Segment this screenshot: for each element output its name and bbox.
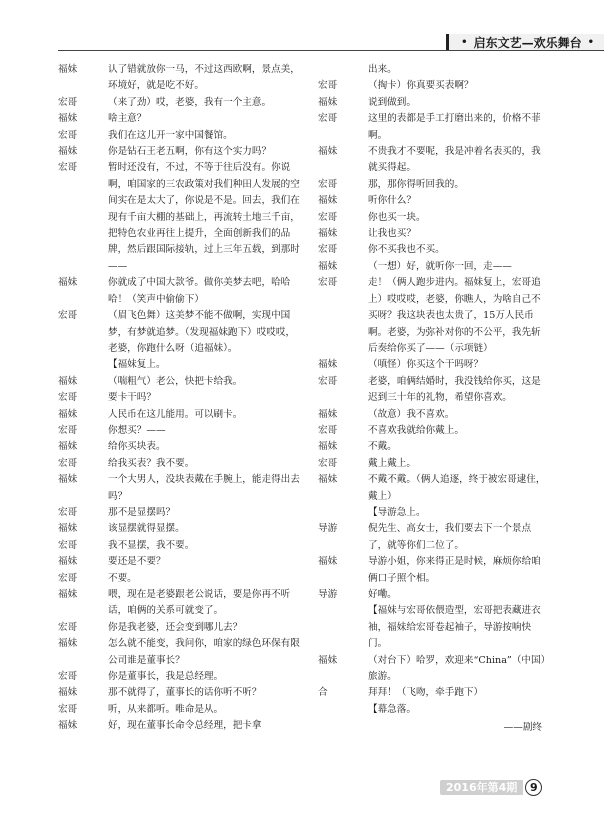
dialogue-text: 你是董事长，我是总经理。 bbox=[108, 671, 224, 683]
dialogue-line bbox=[58, 718, 300, 734]
speaker-name: 福妹 bbox=[318, 228, 338, 240]
dialogue-line bbox=[318, 275, 546, 357]
dialogue-line bbox=[318, 177, 546, 193]
dialogue-line bbox=[58, 439, 300, 455]
speaker-name: 宏哥 bbox=[58, 96, 78, 108]
dialogue-text: 一个大男人，没块表戴在手腕上，能走得出去吗？ bbox=[108, 474, 300, 502]
dialogue-line bbox=[318, 521, 546, 554]
dialogue-line bbox=[318, 554, 546, 587]
dialogue-line bbox=[58, 472, 300, 505]
dialogue-line bbox=[58, 685, 300, 701]
dialogue-line bbox=[318, 407, 546, 423]
dialogue-text: 走！（俩人跑步进内。福妹复上，宏哥追上）哎哎哎，老婆，你瞧人，为啥自己不买呀？我这块表也太贵了，15万人民币啊。老婆，为弥补对你的不公平，我先斩后奏给你买了——（示项链） bbox=[368, 277, 541, 354]
speaker-name: 宏哥 bbox=[58, 572, 78, 584]
speaker-name: 福妹 bbox=[58, 720, 78, 732]
dialogue-line bbox=[318, 111, 546, 144]
speaker-name: 福妹 bbox=[58, 474, 78, 486]
dialogue-line bbox=[318, 472, 546, 505]
dialogue-text: 给你买块表。 bbox=[108, 441, 166, 453]
dialogue-line bbox=[58, 111, 300, 127]
speaker-name: 宏哥 bbox=[318, 375, 338, 387]
dialogue-text: 导游小姐，你来得正是时候，麻烦你给咱俩口子照个相。 bbox=[368, 556, 541, 584]
dialogue-line bbox=[318, 226, 546, 242]
speaker-name: 福妹 bbox=[58, 375, 78, 387]
dialogue-text: 倪先生、高女士，我们要去下一个景点了，就等你们二位了。 bbox=[368, 523, 532, 551]
speaker-name: 宏哥 bbox=[318, 211, 338, 223]
speaker-name: 福妹 bbox=[58, 408, 78, 420]
dialogue-text: 你不买我也不买。 bbox=[368, 244, 445, 256]
speaker-name: 合 bbox=[318, 687, 328, 699]
speaker-name: 宏哥 bbox=[58, 539, 78, 551]
stage-direction: 【导游急上。 bbox=[368, 506, 426, 518]
dialogue-line bbox=[318, 374, 546, 407]
dialogue-line bbox=[58, 128, 300, 144]
speaker-name: 福妹 bbox=[58, 113, 78, 125]
speaker-name: 宏哥 bbox=[58, 457, 78, 469]
dialogue-line bbox=[58, 587, 300, 620]
dialogue-text: 这里的表都是手工打磨出来的，价格不菲啊。 bbox=[368, 113, 541, 141]
dialogue-line bbox=[58, 505, 300, 521]
dialogue-line bbox=[58, 144, 300, 160]
speaker-name: 福妹 bbox=[58, 556, 78, 568]
dialogue-line bbox=[58, 95, 300, 111]
speaker-name: 福妹 bbox=[58, 146, 78, 158]
ending-mark: ——剧终 bbox=[503, 722, 542, 734]
dialogue-text: 你也买一块。 bbox=[368, 211, 426, 223]
speaker-name: 福妹 bbox=[318, 556, 338, 568]
page-header bbox=[0, 0, 604, 52]
speaker-name: 宏哥 bbox=[58, 671, 78, 683]
dialogue-line bbox=[318, 357, 546, 373]
dialogue-line bbox=[318, 210, 546, 226]
speaker-name: 宏哥 bbox=[318, 178, 338, 190]
dialogue-line bbox=[58, 521, 300, 537]
dialogue-text: 给我买表？我不要。 bbox=[108, 457, 195, 469]
speaker-name: 福妹 bbox=[58, 638, 78, 650]
issue-label: 2016年第4期 bbox=[440, 780, 523, 795]
dialogue-text: 戴上戴上。 bbox=[368, 457, 416, 469]
dialogue-text: 你就成了中国大款爷。做你美梦去吧，哈哈哈！（笑声中偷偷下） bbox=[108, 277, 291, 305]
dialogue-text: （一想）好，就听你一回，走—— bbox=[368, 260, 512, 272]
dialogue-text: （来了劲）哎，老婆，我有一个主意。 bbox=[108, 96, 272, 108]
bullet-right: • bbox=[587, 36, 594, 48]
speaker-name: 福妹 bbox=[58, 277, 78, 289]
speaker-name: 宏哥 bbox=[58, 703, 78, 715]
speaker-name: 福妹 bbox=[318, 408, 338, 420]
dialogue-line bbox=[58, 538, 300, 554]
dialogue-text: 不喜欢我就给你戴上。 bbox=[368, 424, 464, 436]
dialogue-text: （眉飞色舞）这美梦不能不做啊，实现中国梦，有梦就追梦。（发现福妹跑下）哎哎哎，老婆，你跑什么呀（追福妹）。 bbox=[108, 310, 296, 354]
dialogue-text: 你想买？—— bbox=[108, 424, 166, 436]
speaker-name: 宏哥 bbox=[58, 621, 78, 633]
dialogue-line bbox=[318, 62, 546, 78]
dialogue-line bbox=[58, 456, 300, 472]
dialogue-text: 那不就得了，董事长的话你听不听？ bbox=[108, 687, 262, 699]
dialogue-text: 人民币在这儿能用。可以刷卡。 bbox=[108, 408, 243, 420]
page-number: 9 bbox=[525, 779, 542, 796]
stage-direction: 【幕急落。 bbox=[368, 703, 416, 715]
dialogue-line bbox=[318, 78, 546, 94]
speaker-name: 福妹 bbox=[318, 260, 338, 272]
running-head-title: 启东文艺—欢乐舞台 bbox=[473, 35, 582, 50]
dialogue-text: 不戴不戴。（俩人追逐，终于被宏哥逮住，戴上） bbox=[368, 474, 546, 502]
speaker-name: 福妹 bbox=[58, 523, 78, 535]
dialogue-line bbox=[58, 669, 300, 685]
dialogue-line bbox=[318, 685, 546, 701]
dialogue-text: （喘粗气）老公，快把卡给我。 bbox=[108, 375, 243, 387]
bullet-left: • bbox=[461, 36, 468, 48]
dialogue-text: 老婆，咱俩结婚时，我没钱给你买，这是迟到三十年的礼物，希望你喜欢。 bbox=[368, 375, 541, 404]
speaker-name: 宏哥 bbox=[58, 392, 78, 404]
dialogue-text: 你是钻石王老五啊，你有这个实力吗？ bbox=[108, 146, 272, 158]
dialogue-line bbox=[58, 554, 300, 570]
speaker-name: 宏哥 bbox=[58, 162, 78, 174]
speaker-name: 宏哥 bbox=[58, 424, 78, 436]
stage-direction: 【福妹与宏哥依偎造型，宏哥把表藏进衣袖，福妹给宏哥卷起袖子，导游按响快门。 bbox=[368, 605, 541, 650]
dialogue-line bbox=[318, 423, 546, 439]
dialogue-text: 听你什么？ bbox=[368, 195, 416, 207]
speaker-name: 福妹 bbox=[58, 441, 78, 453]
speaker-name: 福妹 bbox=[318, 359, 338, 371]
dialogue-line bbox=[318, 144, 546, 177]
speaker-name: 福妹 bbox=[58, 64, 78, 75]
page-footer bbox=[440, 780, 542, 795]
speaker-name: 导游 bbox=[318, 523, 338, 535]
speaker-name: 宏哥 bbox=[318, 113, 338, 125]
dialogue-text: 该显摆就得显摆。 bbox=[108, 523, 185, 535]
dialogue-line bbox=[58, 636, 300, 669]
running-head bbox=[446, 34, 604, 50]
speaker-name bbox=[318, 62, 368, 78]
speaker-name: 福妹 bbox=[58, 687, 78, 699]
speaker-name: 福妹 bbox=[318, 474, 338, 486]
speaker-name: 福妹 bbox=[318, 195, 338, 207]
dialogue-text: 出来。 bbox=[368, 64, 397, 75]
dialogue-line bbox=[318, 653, 546, 686]
dialogue-line bbox=[318, 587, 546, 603]
dialogue-text: 不贵我才不要呢，我是冲着名表买的，我就买得起。 bbox=[368, 146, 541, 174]
speaker-name: 宏哥 bbox=[318, 424, 338, 436]
dialogue-line bbox=[58, 571, 300, 587]
dialogue-text: 拜拜！（飞吻，牵手跑下） bbox=[368, 687, 484, 699]
dialogue-text: 喂，现在是老婆跟老公说话，要是你再不听话，咱俩的关系可就变了。 bbox=[108, 589, 291, 617]
speaker-name: 宏哥 bbox=[58, 310, 78, 322]
dialogue-line bbox=[58, 374, 300, 390]
dialogue-line bbox=[58, 620, 300, 636]
dialogue-line bbox=[58, 308, 300, 357]
dialogue-line bbox=[318, 193, 546, 209]
dialogue-text: 说到做到。 bbox=[368, 96, 416, 108]
speaker-name: 宏哥 bbox=[318, 457, 338, 469]
left-column bbox=[58, 62, 300, 735]
dialogue-text: 听，从来都听。唯命是从。 bbox=[108, 703, 224, 715]
dialogue-text: 我不显摆，我不要。 bbox=[108, 539, 195, 551]
dialogue-text: 要卡干吗？ bbox=[108, 392, 156, 404]
dialogue-text: 让我也买？ bbox=[368, 228, 416, 240]
dialogue-line bbox=[58, 423, 300, 439]
dialogue-line bbox=[58, 275, 300, 308]
dialogue-line bbox=[58, 390, 300, 406]
speaker-name: 宏哥 bbox=[58, 129, 78, 141]
dialogue-text: （掏卡）你真要买表啊？ bbox=[368, 80, 474, 92]
speaker-name: 福妹 bbox=[318, 654, 338, 666]
speaker-name: 福妹 bbox=[318, 441, 338, 453]
dialogue-text: （对台下）哈罗，欢迎来“China”（中国）旅游。 bbox=[368, 654, 546, 683]
speaker-name: 宏哥 bbox=[318, 244, 338, 256]
dialogue-text: 你是我老婆，还会变到哪儿去？ bbox=[108, 621, 243, 633]
speaker-name: 宏哥 bbox=[58, 506, 78, 518]
dialogue-text: 好嘞。 bbox=[368, 589, 397, 600]
speaker-name: 福妹 bbox=[318, 146, 338, 158]
dialogue-line bbox=[318, 456, 546, 472]
dialogue-line bbox=[58, 62, 300, 95]
speaker-name: 福妹 bbox=[318, 96, 338, 108]
dialogue-text: 认了错就放你一马，不过这西欧啊，景点美，环境好，就是吃不好。 bbox=[108, 64, 300, 92]
dialogue-text: 要还是不要？ bbox=[108, 556, 166, 568]
dialogue-line bbox=[58, 702, 300, 718]
dialogue-line bbox=[318, 259, 546, 275]
speaker-name: 导游 bbox=[318, 589, 338, 600]
dialogue-line bbox=[318, 439, 546, 455]
dialogue-line bbox=[318, 242, 546, 258]
right-column bbox=[318, 62, 546, 737]
stage-direction: 【福妹复上。 bbox=[108, 359, 166, 371]
speaker-name: 宏哥 bbox=[318, 277, 338, 289]
speaker-name: 宏哥 bbox=[318, 80, 338, 92]
dialogue-line bbox=[58, 407, 300, 423]
dialogue-text: 怎么就不能变，我问你，咱家的绿色环保有限公司谁是董事长？ bbox=[108, 638, 300, 666]
dialogue-text: 不戴。 bbox=[368, 441, 397, 453]
dialogue-text: （嗔怪）你买这个干吗呀？ bbox=[368, 359, 484, 371]
dialogue-text: （故意）我不喜欢。 bbox=[368, 408, 455, 420]
dialogue-line bbox=[58, 160, 300, 275]
dialogue-text: 好，现在董事长命令总经理，把卡拿 bbox=[108, 720, 262, 732]
dialogue-line bbox=[318, 95, 546, 111]
dialogue-text: 那，那你得听回我的。 bbox=[368, 178, 464, 190]
speaker-name: 福妹 bbox=[58, 589, 78, 600]
dialogue-text: 暂时还没有，不过，不等于往后没有。你说啊，咱国家的三农政策对我们种田人发展的空间实在是太大了，你说是不是。回去，我们在现有千亩大棚的基础上，再流转土地三千亩，把特色农业再往上提升，全面创新我们的品牌，然后跟国际接轨，过上三年五载，到那时—— bbox=[108, 162, 300, 272]
dialogue-text: 啥主意？ bbox=[108, 113, 147, 125]
dialogue-text: 那不是显摆吗？ bbox=[108, 506, 176, 518]
dialogue-text: 我们在这儿开一家中国餐馆。 bbox=[108, 129, 233, 141]
dialogue-text: 不要。 bbox=[108, 572, 137, 584]
